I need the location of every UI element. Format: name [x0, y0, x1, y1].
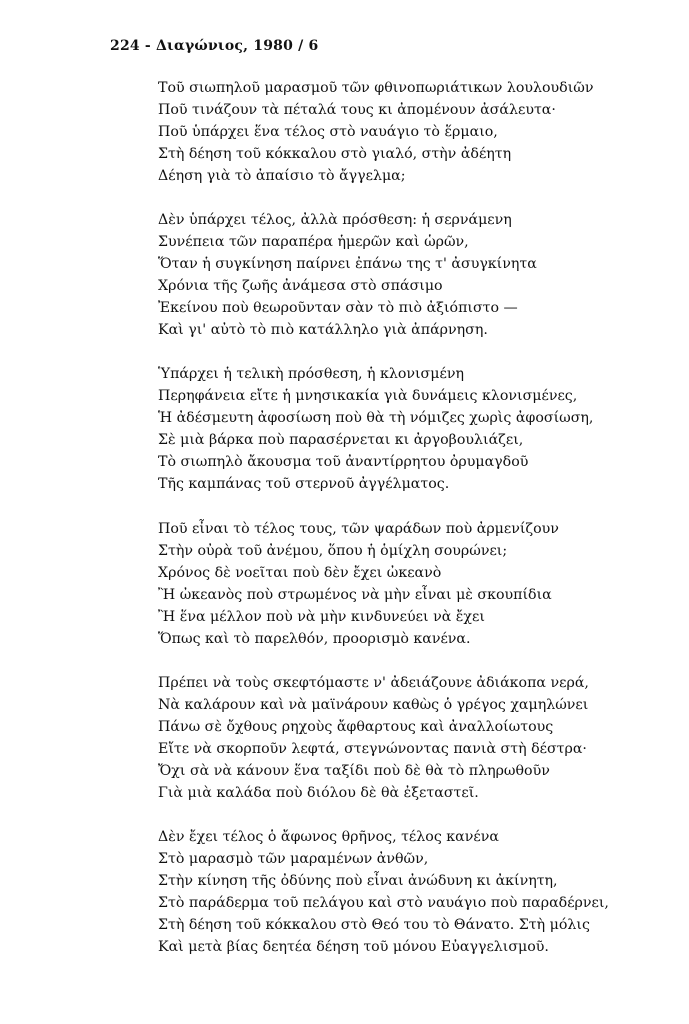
poem-line: Περηφάνεια εἴτε ἡ μνησικακία γιὰ δυνάμεις κλονισμένες,	[158, 388, 578, 405]
poem-body	[158, 77, 658, 980]
poem-line: Νὰ καλάρουν καὶ νὰ μαϊνάρουν καθὼς ὁ γρέγος χαμηλώνει	[158, 696, 589, 713]
poem-line: Στὴ δέηση τοῦ κόκκαλου στὸ Θεό του τὸ Θάνατο. Στὴ μόλις	[158, 916, 590, 933]
poem-line: Γιὰ μιὰ καλάδα ποὺ διόλου δὲ θὰ ἐξεταστεῖ.	[158, 784, 479, 801]
poem-line: Στὸ μαρασμὸ τῶν μαραμένων ἀνθῶν,	[158, 850, 429, 867]
poem-line: Τῆς καμπάνας τοῦ στερνοῦ ἀγγέλματος.	[158, 476, 450, 493]
poem-line: Ἡ ἀδέσμευτη ἀφοσίωση ποὺ θὰ τὴ νόμιζες χωρὶς ἀφοσίωση,	[158, 410, 594, 427]
poem-line: Ποῦ ὑπάρχει ἕνα τέλος στὸ ναυάγιο τὸ ἕρμαιο,	[158, 124, 498, 140]
poem-line: Χρόνος δὲ νοεῖται ποὺ δὲν ἔχει ὠκεανὸ	[158, 564, 442, 581]
poem-line: Στὸ παράδερμα τοῦ πελάγου καὶ στὸ ναυάγιο ποὺ παραδέρνει,	[158, 894, 609, 911]
stanza-5	[158, 672, 658, 804]
poem-line: Εἴτε νὰ σκορποῦν λεφτά, στεγνώνοντας πανιὰ στὴ δέστρα·	[158, 740, 587, 757]
poem-line: Δέηση γιὰ τὸ ἀπαίσιο τὸ ἄγγελμα;	[158, 168, 406, 184]
poem-line: Ἢ ἕνα μέλλον ποὺ νὰ μὴν κινδυνεύει νὰ ἔχει	[158, 608, 485, 625]
poem-line: Δὲν ἔχει τέλος ὁ ἄφωνος θρῆνος, τέλος κανένα	[158, 828, 499, 845]
poem-line: Πρέπει νὰ τοὺς σκεφτόμαστε ν' ἀδειάζουνε ἀδιάκοπα νερά,	[158, 674, 589, 691]
stanza-3	[158, 363, 658, 495]
poem-line: Τὸ σιωπηλὸ ἄκουσμα τοῦ ἀναντίρρητου ὀρυμαγδοῦ	[158, 454, 529, 471]
poem-line: Καὶ μετὰ βίας δεητέα δέηση τοῦ μόνου Εὐαγγελισμοῦ.	[158, 938, 549, 955]
stanza-2	[158, 209, 658, 341]
poem-line: Ποῦ εἶναι τὸ τέλος τους, τῶν ψαράδων ποὺ ἀρμενίζουν	[158, 520, 559, 537]
poem-line: Πάνω σὲ ὄχθους ρηχοὺς ἄφθαρτους καὶ ἀναλλοίωτους	[158, 718, 554, 735]
stanza-4	[158, 518, 658, 650]
poem-line: Στὴ δέηση τοῦ κόκκαλου στὸ γιαλό, στὴν ἀδέητη	[158, 146, 512, 162]
stanza-1	[158, 77, 658, 187]
stanza-6	[158, 826, 658, 958]
poem-line: Τοῦ σιωπηλοῦ μαρασμοῦ τῶν φθινοπωριάτικων λουλουδιῶν	[158, 80, 594, 96]
poem-line: Ὑπάρχει ἡ τελικὴ πρόσθεση, ἡ κλονισμένη	[158, 366, 464, 383]
poem-line: Χρόνια τῆς ζωῆς ἀνάμεσα στὸ σπάσιμο	[158, 278, 443, 295]
poem-line: Ὅπως καὶ τὸ παρελθόν, προορισμὸ κανένα.	[158, 630, 471, 647]
poem-line: Ἢ ὠκεανὸς ποὺ στρωμένος νὰ μὴν εἶναι μὲ σκουπίδια	[158, 586, 552, 603]
poem-line: Ὄχι σὰ νὰ κάνουν ἕνα ταξίδι ποὺ δὲ θὰ τὸ πληρωθοῦν	[158, 762, 550, 779]
page-header: 224 - Διαγώνιος, 1980 / 6	[110, 38, 319, 54]
poem-line: Καὶ γι' αὐτὸ τὸ πιὸ κατάλληλο γιὰ ἀπάρνηση.	[158, 322, 488, 339]
poem-line: Ἐκείνου ποὺ θεωροῦνταν σὰν τὸ πιὸ ἀξιόπιστο —	[158, 300, 518, 317]
poem-line: Στὴν κίνηση τῆς ὀδύνης ποὺ εἶναι ἀνώδυνη κι ἀκίνητη,	[158, 872, 558, 889]
poem-line: Στὴν οὐρὰ τοῦ ἀνέμου, ὅπου ἡ ὁμίχλη σουρώνει;	[158, 542, 508, 559]
poem-line: Σὲ μιὰ βάρκα ποὺ παρασέρνεται κι ἀργοβουλιάζει,	[158, 432, 524, 449]
poem-line: Ὅταν ἡ συγκίνηση παίρνει ἐπάνω της τ' ἀσυγκίνητα	[158, 256, 537, 273]
poem-line: Δὲν ὑπάρχει τέλος, ἀλλὰ πρόσθεση: ἡ σερνάμενη	[158, 212, 512, 229]
poem-line: Συνέπεια τῶν παραπέρα ἡμερῶν καὶ ὡρῶν,	[158, 234, 469, 251]
poem-line: Ποῦ τινάζουν τὰ πέταλά τους κι ἀπομένουν ἀσάλευτα·	[158, 102, 556, 118]
